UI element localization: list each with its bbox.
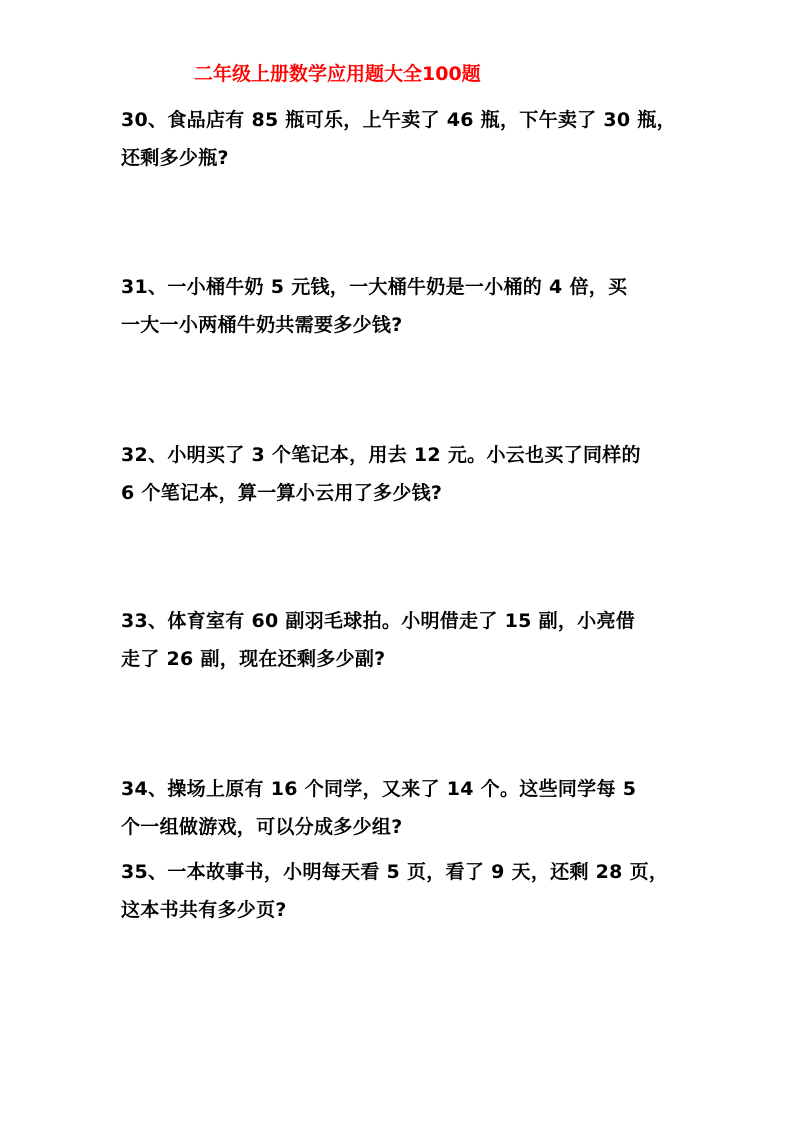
problem-33 bbox=[121, 602, 711, 678]
problem-34-line-2: 个一组做游戏，可以分成多少组? bbox=[121, 816, 403, 838]
problem-33-line-1: 33、体育室有 60 副羽毛球拍。小明借走了 15 副，小亮借 bbox=[121, 610, 636, 632]
problem-33-line-2: 走了 26 副，现在还剩多少副? bbox=[121, 648, 386, 670]
problem-32 bbox=[121, 436, 711, 512]
problem-34-line-1: 34、操场上原有 16 个同学，又来了 14 个。这些同学每 5 bbox=[121, 778, 637, 800]
problem-31-line-2: 一大一小两桶牛奶共需要多少钱? bbox=[121, 314, 403, 336]
page-title: 二年级上册数学应用题大全100题 bbox=[194, 63, 481, 85]
problem-32-line-1: 32、小明买了 3 个笔记本，用去 12 元。小云也买了同样的 bbox=[121, 444, 641, 466]
problem-35-line-1: 35、一本故事书，小明每天看 5 页，看了 9 天，还剩 28 页， bbox=[121, 861, 669, 883]
problem-30-line-2: 还剩多少瓶? bbox=[121, 147, 229, 169]
problem-31-line-1: 31、一小桶牛奶 5 元钱，一大桶牛奶是一小桶的 4 倍，买 bbox=[121, 276, 628, 298]
problem-32-line-2: 6 个笔记本，算一算小云用了多少钱? bbox=[121, 482, 443, 504]
problem-35-line-2: 这本书共有多少页? bbox=[121, 899, 287, 921]
problem-31 bbox=[121, 268, 711, 344]
problem-30 bbox=[121, 101, 711, 177]
problem-35 bbox=[121, 853, 711, 929]
problem-34 bbox=[121, 770, 711, 846]
problem-30-line-1: 30、食品店有 85 瓶可乐，上午卖了 46 瓶，下午卖了 30 瓶， bbox=[121, 109, 676, 131]
